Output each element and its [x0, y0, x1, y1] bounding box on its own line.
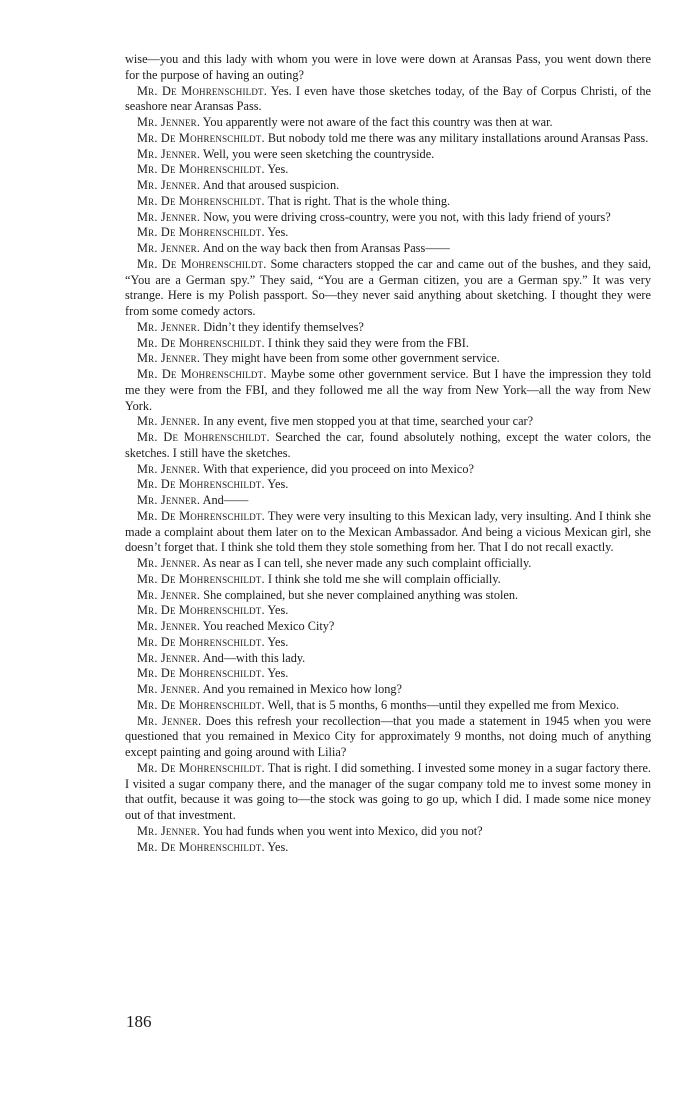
- speaker-name: Mr. De Mohrenschildt.: [137, 225, 265, 240]
- speaker-name: Mr. Jenner.: [137, 146, 201, 161]
- speech-text: That is right. I did something. I invested some money in a sugar factory there. I visited a sugar company there, and the manager of the sugar company told me to invest some money in that outfit, because it was going to—the stock was going to go up, which I did. I made some nice money out of that investment.: [125, 760, 651, 822]
- speech-text: Yes.: [267, 477, 289, 492]
- testimony-paragraph: [125, 257, 651, 320]
- speech-text: Didn’t they identify themselves?: [203, 319, 364, 334]
- speaker-name: Mr. De Mohrenschildt.: [137, 697, 265, 712]
- speaker-name: Mr. Jenner.: [137, 209, 201, 224]
- speaker-name: Mr. Jenner.: [137, 461, 201, 476]
- speaker-name: Mr. De Mohrenschildt.: [137, 130, 265, 145]
- speech-text: And you remained in Mexico how long?: [202, 682, 403, 696]
- speech-text: Well, that is 5 months, 6 months—until they expelled me from Mexico.: [267, 697, 620, 712]
- speaker-name: Mr. Jenner.: [137, 823, 201, 838]
- speech-text: And on the way back then from Aransas Pass——: [202, 241, 450, 255]
- testimony-paragraph: [125, 115, 651, 131]
- speaker-name: Mr. De Mohrenschildt.: [137, 335, 265, 350]
- testimony-paragraph: [125, 666, 651, 682]
- speech-text: Yes.: [267, 603, 289, 618]
- speech-text: Now, you were driving cross-country, were you not, with this lady friend of yours?: [203, 209, 611, 224]
- testimony-paragraph: [125, 588, 651, 604]
- speaker-name: Mr. De Mohrenschildt.: [137, 367, 267, 381]
- testimony-paragraph: [125, 603, 651, 619]
- speaker-name: Mr. De Mohrenschildt.: [137, 83, 268, 98]
- speech-text: And——: [202, 493, 249, 507]
- speaker-name: Mr. De Mohrenschildt.: [137, 430, 270, 444]
- speech-text: wise—you and this lady with whom you were in love were down at Aransas Pass, you went down there for the purpose of having an outing?: [125, 52, 651, 82]
- testimony-paragraph: [125, 320, 651, 336]
- speaker-name: Mr. Jenner.: [137, 682, 201, 696]
- speaker-name: Mr. De Mohrenschildt.: [137, 634, 265, 649]
- speaker-name: Mr. De Mohrenschildt.: [137, 760, 265, 775]
- testimony-paragraph: [125, 682, 651, 698]
- speech-text: And that aroused suspicion.: [202, 178, 340, 192]
- testimony-paragraph: [125, 761, 651, 824]
- testimony-paragraph: [125, 840, 651, 856]
- testimony-paragraph: [125, 131, 651, 147]
- speaker-name: Mr. Jenner.: [137, 115, 201, 129]
- testimony-paragraph: [125, 493, 651, 509]
- testimony-paragraph: [125, 572, 651, 588]
- testimony-paragraph: [125, 367, 651, 414]
- testimony-paragraph: [125, 619, 651, 635]
- testimony-paragraph: [125, 477, 651, 493]
- speech-text: I think she told me she will complain officially.: [267, 571, 501, 586]
- speaker-name: Mr. De Mohrenschildt.: [137, 256, 267, 271]
- speech-text: Yes.: [267, 225, 289, 240]
- testimony-paragraph: [125, 162, 651, 178]
- speech-text: They might have been from some other government service.: [203, 351, 500, 366]
- testimony-paragraph: [125, 556, 651, 572]
- speaker-name: Mr. Jenner.: [137, 650, 201, 665]
- speech-text: As near as I can tell, she never made any such complaint officially.: [202, 556, 532, 570]
- speech-text: Well, you were seen sketching the countryside.: [203, 146, 435, 161]
- speaker-name: Mr. De Mohrenschildt.: [137, 666, 265, 681]
- speech-text: And—with this lady.: [202, 650, 306, 665]
- speech-text: But nobody told me there was any military installations around Aransas Pass.: [267, 130, 649, 145]
- speaker-name: Mr. Jenner.: [137, 351, 201, 366]
- testimony-paragraph: [125, 241, 651, 257]
- speaker-name: Mr. Jenner.: [137, 178, 201, 192]
- testimony-paragraph: [125, 336, 651, 352]
- testimony-paragraph: [125, 194, 651, 210]
- speaker-name: Mr. Jenner.: [137, 556, 201, 570]
- speaker-name: Mr. Jenner.: [137, 619, 201, 633]
- speech-text: I think they said they were from the FBI.: [267, 335, 469, 350]
- speaker-name: Mr. De Mohrenschildt.: [137, 571, 265, 586]
- speech-text: Yes. I even have those sketches today, of the Bay of Corpus Christi, of the seashore near Aransas Pass.: [125, 83, 651, 114]
- testimony-paragraph: [125, 225, 651, 241]
- testimony-paragraph: [125, 178, 651, 194]
- testimony-paragraph: [125, 414, 651, 430]
- speech-text: Some characters stopped the car and came out of the bushes, and they said, “You are a German spy.” They said, “You are a German citizen, you are a German spy.” It was very strange. Here is my Polish passport. So—they never said anything about sketching. I thought they were from some comedy actors.: [125, 256, 651, 318]
- speaker-name: Mr. De Mohrenschildt.: [137, 603, 265, 618]
- speaker-name: Mr. Jenner.: [137, 587, 201, 602]
- speaker-name: Mr. Jenner.: [137, 414, 201, 429]
- testimony-paragraph: [125, 714, 651, 761]
- testimony-paragraph: [125, 635, 651, 651]
- speech-text: Yes.: [267, 634, 289, 649]
- testimony-paragraph: [125, 430, 651, 462]
- testimony-paragraph: [125, 462, 651, 478]
- speaker-name: Mr. Jenner.: [137, 713, 202, 728]
- speech-text: Maybe some other government service. But I have the impression they told me they were from the FBI, and they followed me all the way from New York—all the way from New York.: [125, 367, 652, 413]
- speech-text: You had funds when you went into Mexico, did you not?: [202, 823, 483, 838]
- testimony-paragraph: [125, 651, 651, 667]
- speech-text: She complained, but she never complained anything was stolen.: [203, 587, 519, 602]
- testimony-paragraph: [125, 824, 651, 840]
- speaker-name: Mr. De Mohrenschildt.: [137, 162, 265, 177]
- speech-text: Yes.: [267, 666, 289, 681]
- speech-text: In any event, five men stopped you at that time, searched your car?: [203, 414, 534, 429]
- transcript-page: [125, 52, 651, 855]
- speech-text: Searched the car, found absolutely nothing, except the water colors, the sketches. I still have the sketches.: [125, 430, 651, 460]
- testimony-paragraph: [125, 210, 651, 226]
- testimony-paragraph: [125, 351, 651, 367]
- speaker-name: Mr. Jenner.: [137, 493, 201, 507]
- speech-text: With that experience, did you proceed on into Mexico?: [203, 461, 474, 476]
- testimony-paragraph: [125, 147, 651, 163]
- testimony-paragraph: [125, 698, 651, 714]
- speech-text: Yes.: [267, 162, 289, 177]
- page-number: 186: [126, 1012, 152, 1031]
- testimony-paragraph: [125, 52, 651, 84]
- speech-text: You reached Mexico City?: [202, 619, 335, 633]
- speech-text: Does this refresh your recollection—that you made a statement in 1945 when you were questioned that you remained in Mexico City for approximately 9 months, not doing much of anything except painting and going around with Lilia?: [125, 713, 651, 759]
- speech-text: Yes.: [267, 839, 289, 854]
- speech-text: You apparently were not aware of the fact this country was then at war.: [202, 115, 553, 129]
- testimony-paragraph: [125, 509, 651, 556]
- speaker-name: Mr. Jenner.: [137, 319, 201, 334]
- speaker-name: Mr. Jenner.: [137, 241, 201, 255]
- speaker-name: Mr. De Mohrenschildt.: [137, 193, 265, 208]
- speaker-name: Mr. De Mohrenschildt.: [137, 839, 265, 854]
- speaker-name: Mr. De Mohrenschildt.: [137, 508, 265, 523]
- speech-text: That is right. That is the whole thing.: [267, 193, 451, 208]
- testimony-paragraph: [125, 84, 651, 116]
- speaker-name: Mr. De Mohrenschildt.: [137, 477, 265, 492]
- speech-text: They were very insulting to this Mexican lady, very insulting. And I think she made a complaint about them later on to the Mexican Ambassador. And being a vicious Mexican girl, she doesn’t forget that. I think she told them they stole something from her. That I do not recall exactly.: [125, 508, 651, 555]
